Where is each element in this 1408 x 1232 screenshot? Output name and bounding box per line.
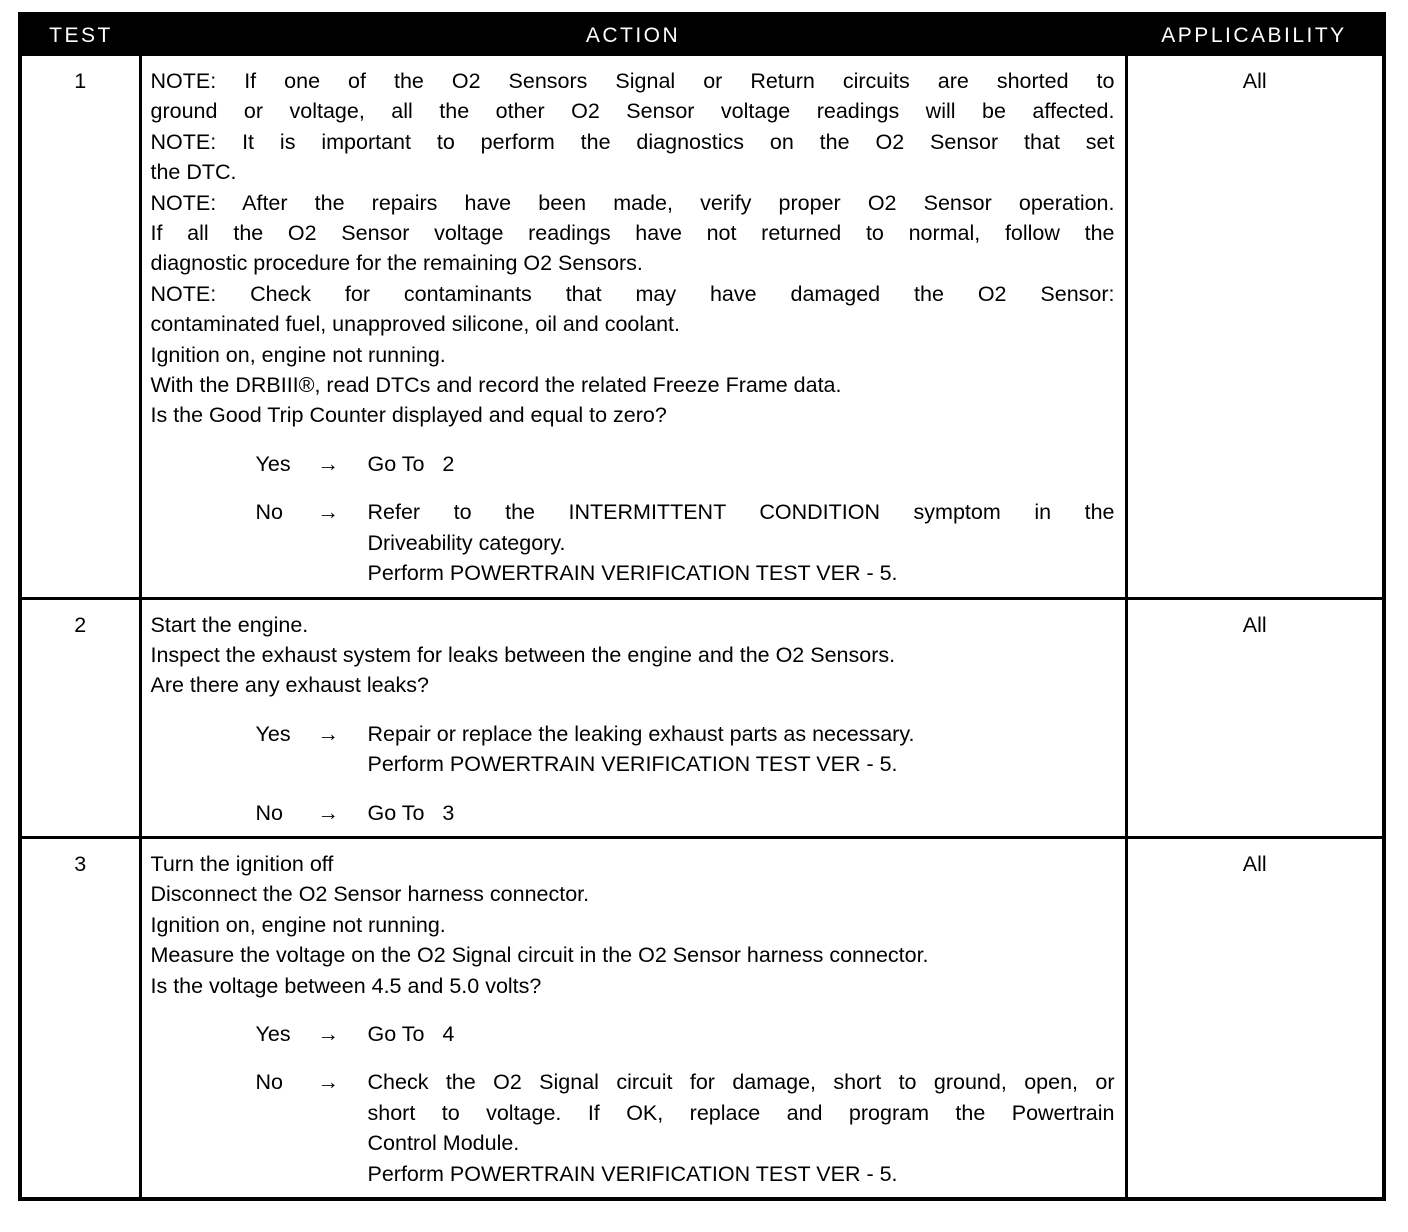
yes-label: Yes	[255, 451, 291, 476]
result-line: Repair or replace the leaking exhaust parts as necessary.	[367, 721, 915, 746]
result-line: Go To 2	[367, 451, 455, 476]
yes-answer	[151, 719, 1115, 780]
action-line: Start the engine.	[150, 612, 309, 637]
no-result	[368, 798, 1115, 828]
no-result	[368, 497, 1115, 588]
action-line: If all the O2 Sensor voltage readings have not returned to normal, follow the	[150, 221, 1115, 246]
no-result	[368, 1067, 1115, 1189]
result-line: Check the O2 Signal circuit for damage, short to ground, open, or	[367, 1070, 1115, 1095]
yes-label: Yes	[255, 1021, 291, 1046]
arrow-right-icon: →	[317, 721, 339, 746]
header-applicability: APPLICABILITY	[1126, 14, 1384, 56]
action-line: Ignition on, engine not running.	[150, 342, 446, 367]
action-line: Inspect the exhaust system for leaks between the engine and the O2 Sensors.	[150, 642, 896, 667]
header-action: ACTION	[140, 14, 1126, 56]
action-cell	[140, 598, 1126, 837]
action-line: Disconnect the O2 Sensor harness connector.	[150, 882, 590, 907]
no-label: No	[255, 1070, 283, 1095]
action-line: With the DRBIII®, read DTCs and record the related Freeze Frame data.	[150, 373, 842, 398]
result-line: Refer to the INTERMITTENT CONDITION symptom in the	[367, 500, 1115, 525]
yes-result	[368, 449, 1115, 479]
no-answer	[151, 1067, 1115, 1189]
action-line: NOTE: If one of the O2 Sensors Signal or Return circuits are shorted to	[150, 69, 1115, 93]
arrow-right-icon: →	[317, 800, 339, 825]
no-answer	[151, 497, 1115, 588]
no-label: No	[255, 500, 283, 525]
action-line: NOTE: Check for contaminants that may have damaged the O2 Sensor:	[150, 281, 1115, 306]
arrow-right-icon: →	[317, 1021, 339, 1046]
no-answer	[151, 798, 1115, 828]
action-line: Are there any exhaust leaks?	[150, 673, 429, 698]
action-line: NOTE: After the repairs have been made, verify proper O2 Sensor operation.	[150, 190, 1115, 215]
action-cell	[140, 56, 1126, 598]
applicability-cell: All	[1126, 56, 1384, 598]
result-line: Perform POWERTRAIN VERIFICATION TEST VER - 5.	[367, 752, 898, 777]
arrow-right-icon: →	[317, 500, 339, 525]
action-line: Turn the ignition off	[150, 851, 334, 876]
test-row	[20, 56, 1384, 598]
no-label: No	[255, 800, 283, 825]
result-line: Perform POWERTRAIN VERIFICATION TEST VER - 5.	[367, 561, 898, 586]
yes-result	[368, 719, 1115, 780]
action-line: ground or voltage, all the other O2 Sensor voltage readings will be affected.	[150, 99, 1115, 124]
applicability-cell: All	[1126, 598, 1384, 837]
arrow-right-icon: →	[317, 451, 339, 476]
result-line: Control Module.	[367, 1131, 520, 1156]
action-line: the DTC.	[150, 160, 237, 185]
yes-result	[368, 1019, 1115, 1049]
action-cell	[140, 837, 1126, 1199]
arrow-right-icon: →	[317, 1070, 339, 1095]
action-line: Measure the voltage on the O2 Signal circuit in the O2 Sensor harness connector.	[150, 943, 929, 968]
action-line: Is the Good Trip Counter displayed and equal to zero?	[150, 403, 667, 428]
diagnostic-table	[18, 12, 1386, 1201]
result-line: Go To 4	[367, 1021, 455, 1046]
action-line: Ignition on, engine not running.	[150, 912, 446, 937]
result-line: Driveability category.	[367, 530, 566, 555]
yes-answer	[151, 449, 1115, 479]
yes-label: Yes	[255, 721, 291, 746]
action-line: Is the voltage between 4.5 and 5.0 volts?	[150, 973, 542, 998]
result-line: Perform POWERTRAIN VERIFICATION TEST VER - 5.	[367, 1161, 898, 1186]
action-line: contaminated fuel, unapproved silicone, oil and coolant.	[150, 312, 680, 337]
yes-answer	[151, 1019, 1115, 1049]
test-number: 2	[20, 598, 140, 837]
result-line: Go To 3	[367, 800, 455, 825]
header-row	[20, 14, 1384, 56]
test-number: 3	[20, 837, 140, 1199]
result-line: short to voltage. If OK, replace and program the Powertrain	[367, 1100, 1115, 1125]
applicability-cell: All	[1126, 837, 1384, 1199]
test-row	[20, 598, 1384, 837]
header-test: TEST	[20, 14, 140, 56]
test-number: 1	[20, 56, 140, 598]
action-line: NOTE: It is important to perform the diagnostics on the O2 Sensor that set	[150, 129, 1115, 154]
test-row	[20, 837, 1384, 1199]
action-line: diagnostic procedure for the remaining O2 Sensors.	[150, 251, 643, 276]
